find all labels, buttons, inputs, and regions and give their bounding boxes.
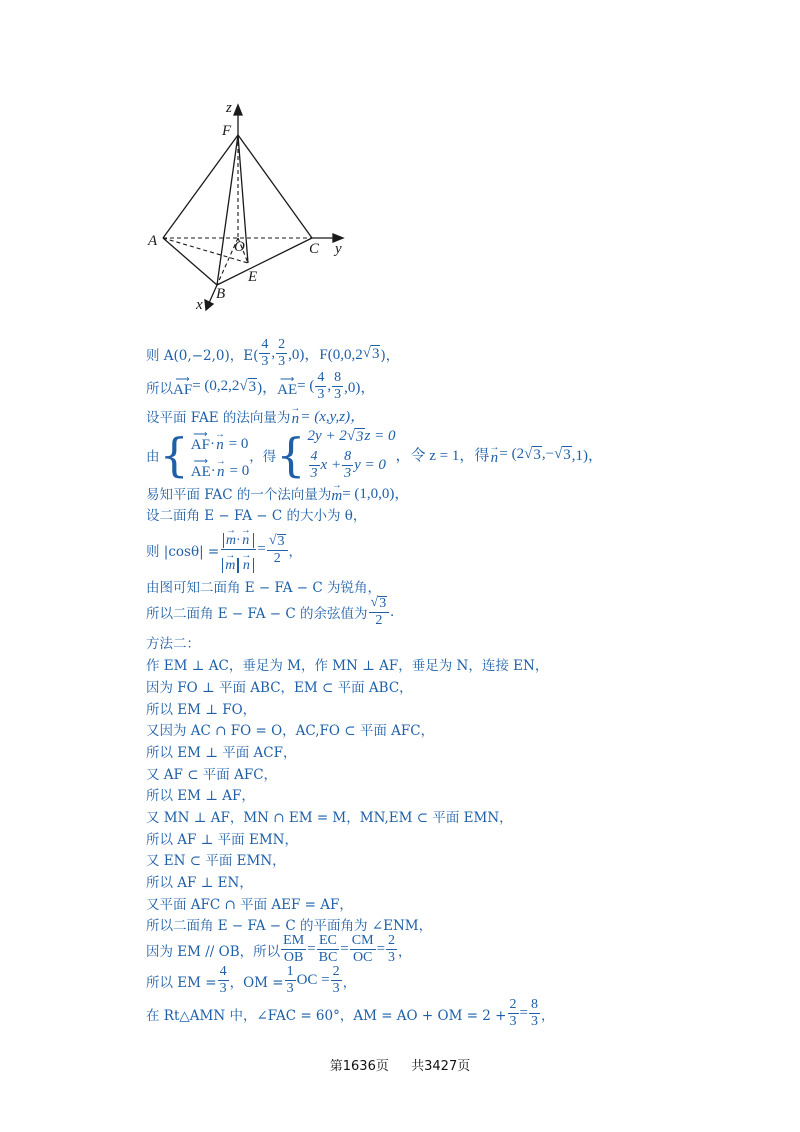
line-13: 所以 EM ⊥ FO， <box>146 702 257 718</box>
line-method2: 方法二： <box>146 636 200 652</box>
label-z: z <box>226 100 232 116</box>
line-normal-vector: 设平面 FAE 的法向量为 → n = (x,y,z)， <box>146 403 366 427</box>
label-A: A <box>148 233 158 249</box>
line-am: 在 Rt△AMN 中，∠FAC = 60°，AM = AO + OM = 2 + $\frac{2}{3}$ = $\frac{8}{3}$ ， <box>146 997 555 1029</box>
label-O: O <box>234 239 245 255</box>
line-cos-result: 所以二面角 E − FA − C 的余弦值为 √ 3 2 . <box>146 595 394 628</box>
label-x: x <box>196 297 203 313</box>
line-11: 作 EM ⊥ AC，垂足为 M，作 MN ⊥ AF，垂足为 N，连接 EN， <box>146 658 549 674</box>
line-fac-normal: 易知平面 FAC 的一个法向量为 → m = (1,0,0)， <box>146 480 410 504</box>
z-arrow <box>234 105 242 115</box>
label-y: y <box>335 241 342 257</box>
label-F: F <box>222 123 232 139</box>
line-14: 又因为 AC ∩ FO = O，AC,FO ⊂ 平面 AFC， <box>146 723 435 739</box>
line-18: 又 MN ⊥ AF，MN ∩ EM = M，MN,EM ⊂ 平面 EMN， <box>146 810 513 826</box>
page-number: 第1636页 <box>329 1059 389 1074</box>
pyramid-figure <box>130 95 360 315</box>
line-vectors: 所以 ⟶ AF = (0,2,2 √ 3 )， ⟶ AE = ( $\frac{4}{3}$ , $\frac{8}{3}$ ,0)， <box>146 370 376 402</box>
line-angle-def: 设二面角 E − FA − C 的大小为 θ， <box>146 508 367 524</box>
edge-FB <box>217 135 238 285</box>
page-footer <box>0 1055 800 1074</box>
line-22: 又平面 AFC ∩ 平面 AEF = AF， <box>146 897 353 913</box>
label-E: E <box>248 269 258 285</box>
line-15: 所以 EM ⊥ 平面 ACF， <box>146 745 297 761</box>
label-B: B <box>216 286 226 302</box>
line-19: 所以 AF ⊥ 平面 EMN， <box>146 832 298 848</box>
line-em-om: 所以 EM = $\frac{4}{3}$ ，OM = $\frac{1}{3}$ OC = $\frac{2}{3}$ ， <box>146 964 357 996</box>
edge-BC <box>217 238 312 285</box>
line-17: 所以 EM ⊥ AF， <box>146 788 255 804</box>
line-12: 因为 FO ⊥ 平面 ABC，EM ⊂ 平面 ABC， <box>146 680 413 696</box>
edge-FC <box>238 135 312 238</box>
line-ratio: 因为 EM // OB，所以 $\frac{EM}{OB}$ = $\frac{EC}{BC}$ = $\frac{CM}{OC}$ = $\frac{2}{3}$ ， <box>146 933 412 965</box>
line-system: 由 { ⟶ AF · → n = 0 ⟶ AE · → n = 0 ，得 { 2y + 2√ 3 z = 0 $\frac{4}{3}$ x + $\frac{8}{3}$ y = 0 ，令 z = 1，得 → n = (2 √ 3 ,− √ 3 ,1)， <box>146 427 604 482</box>
line-16: 又 AF ⊂ 平面 AFC， <box>146 767 278 783</box>
line-21: 所以 AF ⊥ EN， <box>146 875 253 891</box>
line-23: 所以二面角 E − FA − C 的平面角为 ∠ENM， <box>146 918 433 934</box>
edge-FA <box>163 135 238 238</box>
page-total: 共3427页 <box>411 1059 471 1074</box>
line-acute: 由图可知二面角 E − FA − C 为锐角， <box>146 580 381 596</box>
label-C: C <box>309 241 320 257</box>
line-cos: 则 |cosθ| = → m · → n → m → n = √ 3 2 ， <box>146 525 303 573</box>
x-arrow <box>205 300 213 310</box>
line-coordinates: 则 A(0,−2,0)，E( $\frac{4}{3}$ , $\frac{2}{3}$ ,0)，F(0,0,2 √ 3 )， <box>146 337 400 369</box>
line-20: 又 EN ⊂ 平面 EMN， <box>146 853 286 869</box>
edge-AB <box>163 238 217 285</box>
